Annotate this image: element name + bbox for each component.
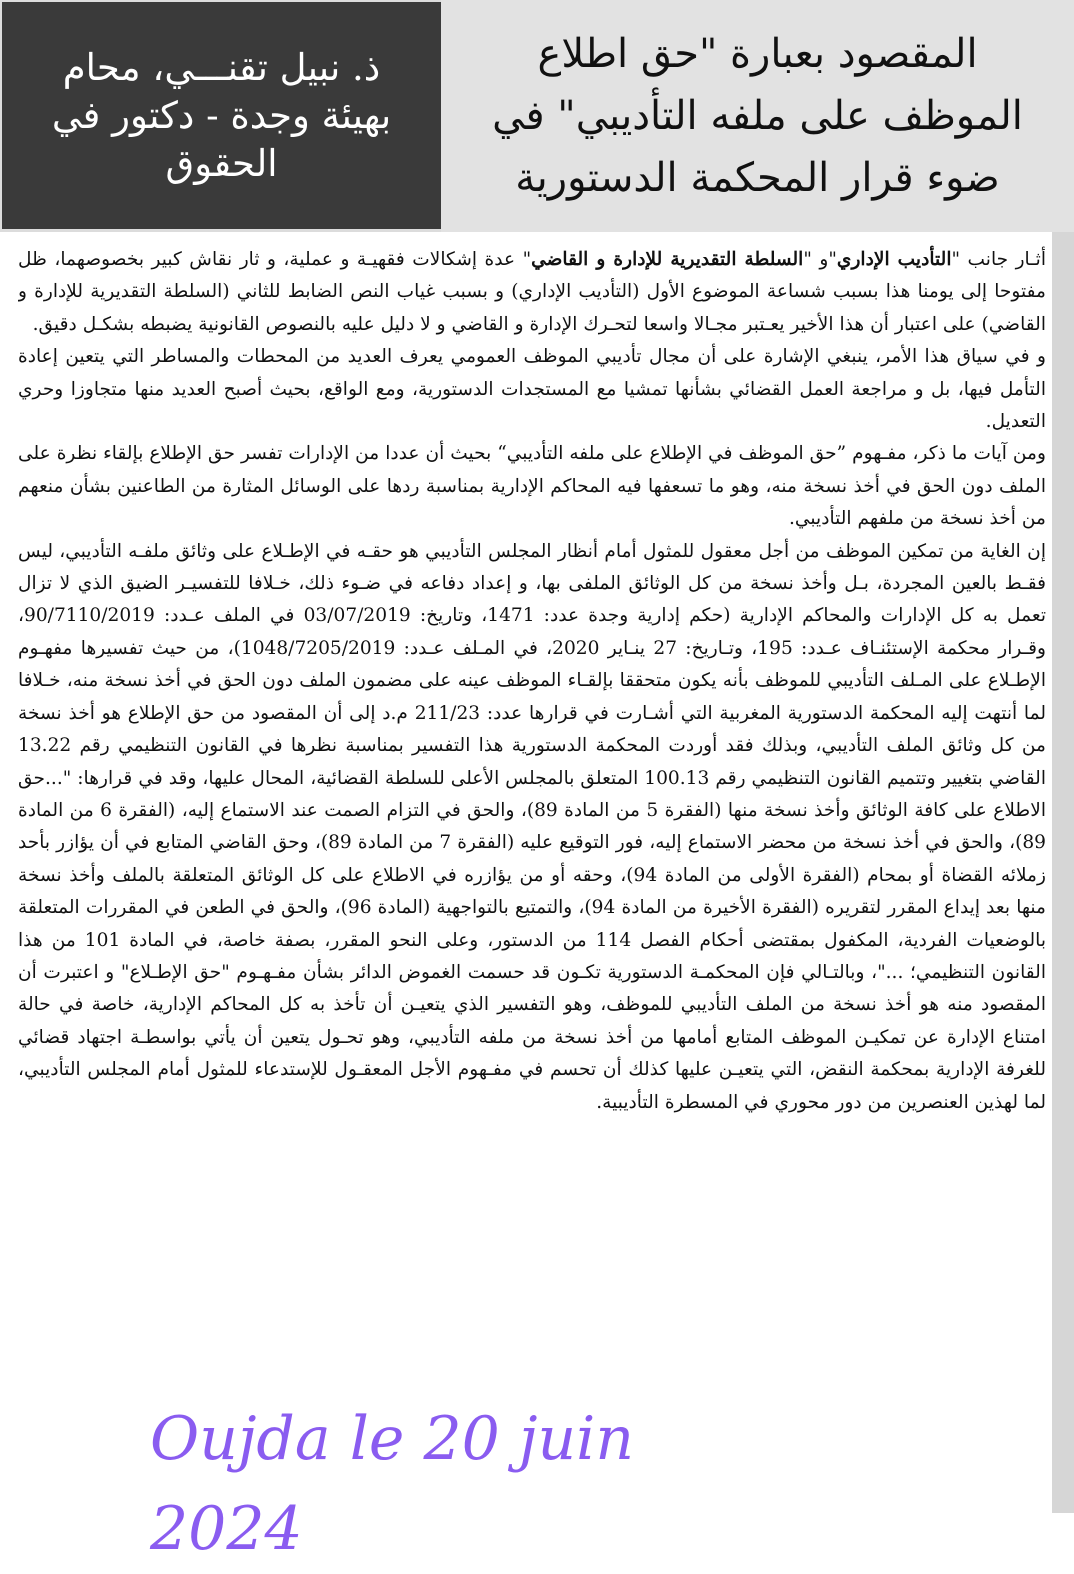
signature-date: Oujda le 20 juin 2024 xyxy=(150,1404,634,1564)
article-title xyxy=(441,0,1074,232)
paragraph-4: إن الغاية من تمكين الموظف من أجل معقول للمثول أمام أنظار المجلس التأديبي هو حقـه في الإطـلاع على وثائق ملفـه التأديبي، ليس فقـط بالعين المجردة، بـل وأخذ نسخة من كل الوثائق الملفى بها، و إعداد دفاعه في ضـوء ذلك، خـلافا للتفسيـر الضيق الذي لا تزال تعمل به كل الإدارات والمحاكم الإدارية (حكم إدارية وجدة عدد: 1471، وتاريخ: 03/07/2019 في الملف عـدد: 90/7110/2019، وقـرار محكمة الإستئنـاف عـدد: 195، وتـاريخ: 27 ينـاير 2020، في المـلف عـدد: 1048/7205/2019)، من حيث تفسيرها مفهـوم الإطـلاع على المـلف التأديبي للموظف بأنه يكون متحققا بإلقـاء الموظف عينه على مضمون الملف دون الحق في أخذ نسخة منه، خـلافا لما أنتهت إليه المحكمة الدستورية المغربية التي أشـارت في قرارها عدد: 211/23 م.د إلى أن المقصود من حق الإطلاع هو أخذ نسخة من كل وثائق الملف التأديبي، وبذلك فقد أوردت المحكمة الدستورية هذا التفسير بمناسبة نظرها في القانون التنظيمي رقم 13.22 القاضي بتغيير وتتميم القانون التنظيمي رقم 100.13 المتعلق بالمجلس الأعلى للسلطة القضائية، المحال عليها، وقد في قرارها: "...حق الاطلاع على كافة الوثائق وأخذ نسخة منها (الفقرة 5 من المادة 89)، والحق في التزام الصمت عند الاستماع إليه، (الفقرة 6 من المادة 89)، والحق في أخذ نسخة من محضر الاستماع إليه، فور التوقيع عليه (الفقرة 7 من المادة 89)، وحق القاضي المتابع في أن يؤازر بأحد زملائه القضاة أو بمحام (الفقرة الأولى من المادة 94)، وحقه أو من يؤازره في الاطلاع على كل الوثائق المتعلقة بالملف وأخذ نسخة منها بعد إيداع المقرر لتقريره (الفقرة الأخيرة من المادة 94)، والتمتيع بالتواجهية (المادة 96)، والحق في الطعن في المقررات المتعلقة بالوضعيات الفردية، المكفول بمقتضى أحكام الفصل 114 من الدستور، وعلى النحو المقرر، بصفة خاصة، في المادة 101 من هذا القانون التنظيمي؛ ..."، وبالتـالي فإن المحكمـة الدستورية تكـون قد حسمت الغموض الدائر بشأن مفـهـوم "حق الإطـلاع" و اعتبرت أن المقصود منه هو أخذ نسخة من الملف التأديبي للموظف، وهو التفسير الذي يتعيـن أن تأخذ به كل المحاكم الإدارية، خاصة في حالة امتناع الإدارة عن تمكيـن الموظف المتابع أمامها من أخذ نسخة من ملفه التأديبي، وهو تحـول يتعين أن يأتي بواسطـة اجتهاد قضائي للغرفة الإدارية بمحكمة النقض، التي يتعيـن عليها كذلك أن تحسم في مفـهوم الأجل المعقـول للإستدعاء للمثول أمام المجلس التأديبي، لما لهذين العنصرين من دور محوري في المسطرة التأديبية. xyxy=(18,540,1046,1113)
article-body xyxy=(18,244,1046,1374)
author-line-3: الحقوق xyxy=(165,141,278,185)
author-box xyxy=(2,2,441,229)
paragraph-2: و في سياق هذا الأمر، ينبغي الإشارة على أن مجال تأديبي الموظف العمومي يعرف العديد من المحطات والمساطر التي يتعين إعادة التأمل فيها، بل و مراجعة العمل القضائي بشأنها تمشيا مع المستجدات الدستورية، ومع الواقع، بحيث أصبح العديد منها متجاوزا وحري التعديل. xyxy=(18,346,1046,433)
paragraph-3: ومن آيات ما ذكر، مفـهوم ”حق الموظف في الإطلاع على ملفه التأديبي“ بحيث أن عددا من الإدارات تفسر حق الإطلاع بإلقاء نظرة على الملف دون الحق في أخذ نسخة منه، وهو ما تسعفها فيه المحاكم الإدارية بمناسبة ردها على الوسائل المثارة من الطاعنين بشأن منعهم من أخذ نسخة من ملفهم التأديبي. xyxy=(18,443,1046,530)
title-line-3: ضوء قرار المحكمة الدستورية xyxy=(515,155,1000,201)
title-line-1: المقصود بعبارة "حق اطلاع xyxy=(537,31,978,77)
bold-term-discipline: التأديب الإداري xyxy=(836,249,952,270)
author-line-2: بهيئة وجدة - دكتور في xyxy=(51,93,392,137)
bold-term-discretion: السلطة التقديرية للإدارة و القاضي xyxy=(531,249,804,270)
author-line-1: ذ. نبيل تقنـــي، محام xyxy=(62,45,381,89)
right-margin-strip xyxy=(1052,232,1074,1513)
title-line-2: الموظف على ملفه التأديبي" في xyxy=(492,93,1023,139)
paragraph-1: أثـار جانب "التأديب الإداري"و "السلطة التقديرية للإدارة و القاضي" عدة إشكالات فقهيـة و عملية، و ثار نقاش كبير بخصوصهما، ظل مفتوحا إلى يومنا هذا بسبب شساعة الموضوع الأول (التأديب الإداري) و بسبب غياب النص الضابط للثاني (السلطة التقديرية للإدارة و القاضي) على اعتبار أن هذا الأخير يعـتبر مجـالا واسعا لتحـرك الإدارة و القاضي و لا دليل عليه بالنصوص القانونية يضبطه بشكـل دقيق. xyxy=(18,249,1046,335)
left-margin xyxy=(0,232,14,1513)
